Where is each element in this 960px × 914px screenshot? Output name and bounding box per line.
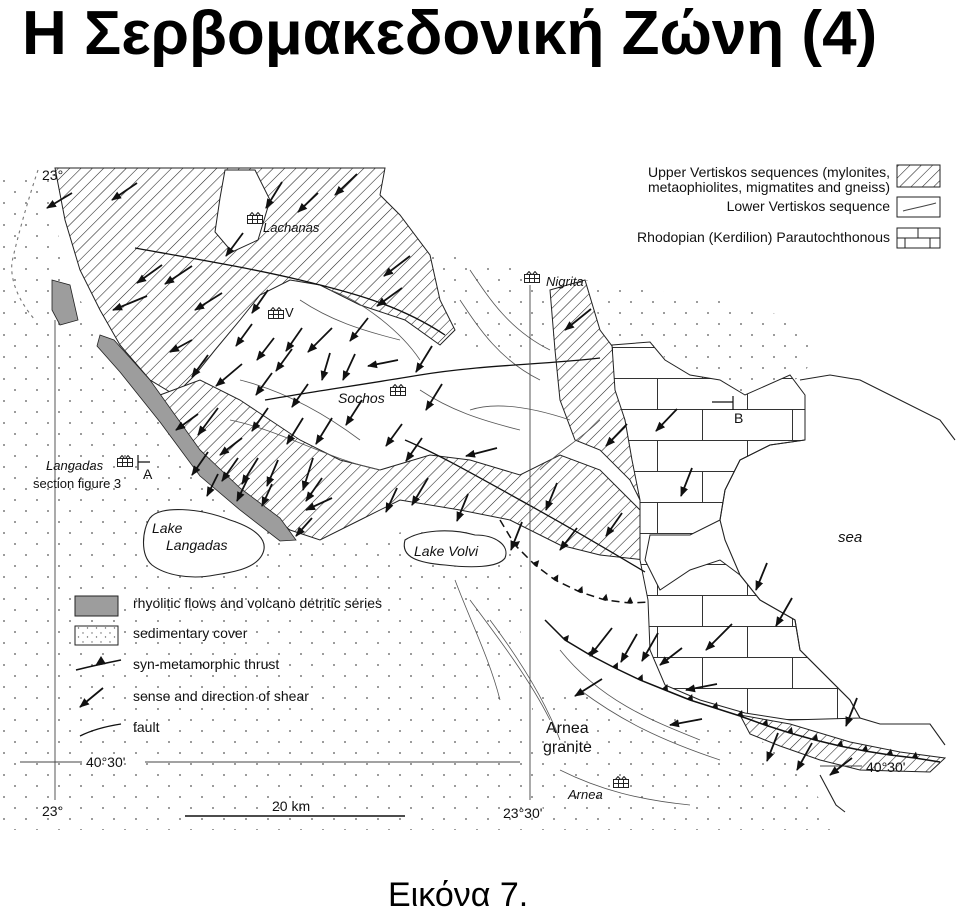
legend-swatch-lower-vertiskos xyxy=(897,197,940,217)
legend-lower-vertiskos: Lower Vertiskos sequence xyxy=(726,198,890,214)
legend-top xyxy=(637,164,940,248)
shear-arrow xyxy=(316,418,332,444)
label-sochos: Sochos xyxy=(338,390,385,406)
shear-arrow xyxy=(350,318,368,341)
label-lake-langadas-2: Langadas xyxy=(166,537,228,553)
legend-swatch-rhodopian xyxy=(897,228,940,248)
shear-arrow xyxy=(386,424,402,446)
shear-arrow xyxy=(256,373,272,395)
shear-arrow xyxy=(343,354,355,380)
town-symbol-v xyxy=(269,308,284,319)
legend-rhyolitic: rhyolitic flows and volcano detritic series xyxy=(133,595,382,611)
legend-thrust: syn-metamorphic thrust xyxy=(133,656,280,672)
legend-swatch-rhyolitic xyxy=(75,596,118,616)
legend-rhodopian: Rhodopian (Kerdilion) Parautochthonous xyxy=(637,229,890,245)
shear-arrow xyxy=(257,338,274,360)
legend-sedimentary: sedimentary cover xyxy=(133,625,248,641)
label-b: B xyxy=(734,410,744,426)
label-lon-2330: 23°30' xyxy=(503,805,543,821)
town-symbol-nigrita xyxy=(525,272,540,283)
legend-upper-vertiskos-line2: metaophiolites, migmatites and gneiss) xyxy=(647,179,890,195)
figure-caption: Εικόνα 7. xyxy=(388,876,529,914)
legend-swatch-sedimentary xyxy=(75,626,118,645)
legend-fault: fault xyxy=(133,719,160,735)
shear-arrow xyxy=(590,628,612,656)
label-sea: sea xyxy=(838,529,863,546)
shear-arrow xyxy=(216,364,242,386)
label-lachanas: Lachanas xyxy=(263,220,320,235)
shear-arrow xyxy=(466,448,497,456)
slide-title: Η Σερβομακεδονική Ζώνη (4) xyxy=(22,0,878,68)
scale-bar-label: 20 km xyxy=(272,798,311,814)
label-lat-4030-right: 40°30' xyxy=(866,759,906,775)
label-v: V xyxy=(285,305,294,320)
contour-line xyxy=(470,406,570,420)
label-lat-4030-left: 40°30' xyxy=(86,754,126,770)
town-symbol-sochos xyxy=(391,385,406,396)
label-lake-volvi: Lake Volvi xyxy=(414,543,479,559)
legend-swatch-upper-vertiskos xyxy=(897,165,940,187)
shear-arrow xyxy=(621,634,637,662)
shear-arrow xyxy=(236,324,252,346)
shear-arrow xyxy=(416,346,432,372)
legend-upper-vertiskos-line1: Upper Vertiskos sequences (mylonites, xyxy=(648,164,890,180)
fault-line xyxy=(265,358,600,400)
shear-arrow xyxy=(308,328,332,352)
label-lake-langadas-1: Lake xyxy=(152,520,183,536)
coastline-upper xyxy=(800,375,955,440)
label-a: A xyxy=(143,466,153,482)
shear-arrow xyxy=(286,328,302,351)
label-section-figure: section figure 3 xyxy=(33,476,122,491)
label-nigrita: Nigrita xyxy=(546,274,584,289)
label-lon-23-top: 23° xyxy=(42,167,64,183)
shear-arrow xyxy=(322,353,330,380)
label-arnea-granite-2: granite xyxy=(543,739,592,756)
label-langadas: Langadas xyxy=(46,458,104,473)
rhodopian-area xyxy=(612,342,863,720)
legend-shear: sense and direction of shear xyxy=(133,688,309,704)
label-arnea: Arnea xyxy=(568,787,603,802)
shear-arrow xyxy=(756,563,767,590)
shear-arrow xyxy=(368,360,398,366)
label-arnea-granite-1: Arnea xyxy=(546,720,589,737)
coastline-south xyxy=(820,775,845,812)
label-lon-23-bottom: 23° xyxy=(42,803,64,819)
shear-arrow xyxy=(276,349,292,371)
shear-arrow xyxy=(426,384,442,410)
